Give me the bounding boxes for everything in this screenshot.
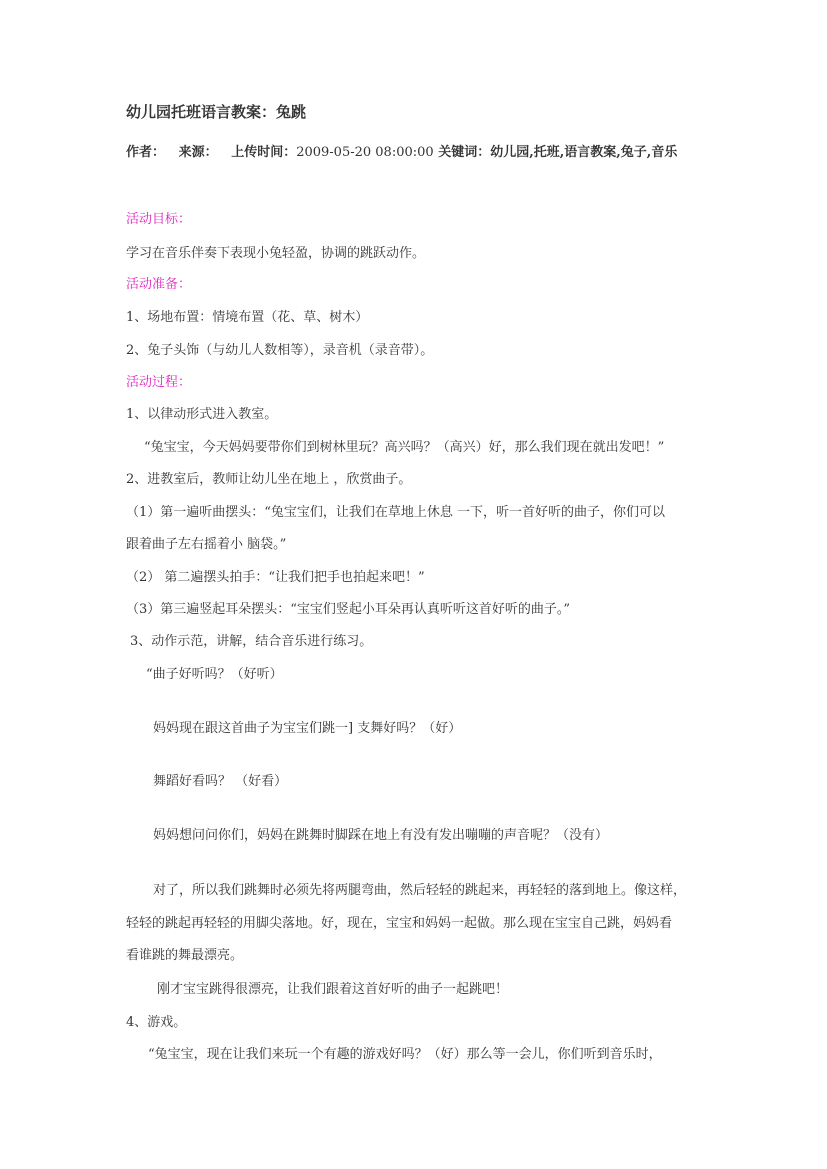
paragraph-line: 2、兔子头饰（与幼儿人数相等），录音机（录音带）。 [126, 343, 434, 358]
paragraph-line: 妈妈现在跟这首曲子为宝宝们跳一] 支舞好吗？（好） [153, 721, 462, 736]
section-heading-goals: 活动目标： [126, 212, 192, 227]
upload-time: 2009-05-20 08:00:00 [296, 145, 434, 160]
paragraph-line: 跟着曲子左右摇着小 脑袋。” [126, 537, 287, 552]
paragraph-line: 3、动作示范，讲解，结合音乐进行练习。 [130, 634, 373, 649]
paragraph-line: 妈妈想问问你们，妈妈在跳舞时脚踩在地上有没有发出嘣嘣的声音呢？（没有） [153, 828, 609, 843]
paragraph-line: 学习在音乐伴奏下表现小兔轻盈，协调的跳跃动作。 [126, 246, 426, 261]
section-heading-process: 活动过程： [126, 375, 192, 390]
keywords-label: 关键词： [438, 145, 491, 160]
paragraph-line: “兔宝宝，今天妈妈要带你们到树林里玩？高兴吗？（高兴）好，那么我们现在就出发吧！” [144, 440, 665, 455]
paragraph-line: 1、场地布置：情境布置（花、草、树木） [126, 310, 369, 325]
paragraph-line: “兔宝宝，现在让我们来玩一个有趣的游戏好吗？（好）那么等一会儿，你们听到音乐时， [148, 1047, 662, 1062]
paragraph-line: 4、游戏。 [126, 1015, 187, 1030]
paragraph-line: “曲子好听吗？（好听） [146, 667, 283, 682]
upload-label: 上传时间： [231, 145, 297, 160]
paragraph-line: 刚才宝宝跳得很漂亮，让我们跟着这首好听的曲子一起跳吧！ [157, 982, 509, 997]
paragraph-line: （3）第三遍竖起耳朵摆头：“宝宝们竖起小耳朵再认真听听这首好听的曲子。” [126, 602, 571, 617]
section-heading-prep: 活动准备： [126, 277, 192, 292]
paragraph-line: 舞蹈好看吗？ （好看） [153, 774, 288, 789]
paragraph-line: 对了，所以我们跳舞时必须先将两腿弯曲，然后轻轻的跳起来，再轻轻的落到地上。像这样， [153, 883, 687, 898]
paragraph-line: 看谁跳的舞最漂亮。 [126, 948, 244, 963]
paragraph-line: 1、以律动形式进入教室。 [126, 407, 278, 422]
page-title: 幼儿园托班语言教案：兔跳 [126, 103, 307, 121]
author-label: 作者： [126, 145, 166, 160]
source-label: 来源： [178, 145, 218, 160]
paragraph-line: （2） 第二遍摆头拍手：“让我们把手也拍起来吧！” [126, 570, 425, 585]
paragraph-line: （1）第一遍听曲摆头：“兔宝宝们，让我们在草地上休息 一下，听一首好听的曲子，你们可以 [126, 505, 666, 520]
paragraph-line: 轻轻的跳起再轻轻的用脚尖落地。好，现在，宝宝和妈妈一起做。那么现在宝宝自己跳，妈妈看 [126, 916, 673, 931]
meta-line [126, 145, 677, 161]
paragraph-line: 2、进教室后，教师让幼儿坐在地上 ，欣赏曲子。 [126, 472, 412, 487]
keywords: 幼儿园,托班,语言教案,兔子,音乐 [490, 145, 678, 160]
